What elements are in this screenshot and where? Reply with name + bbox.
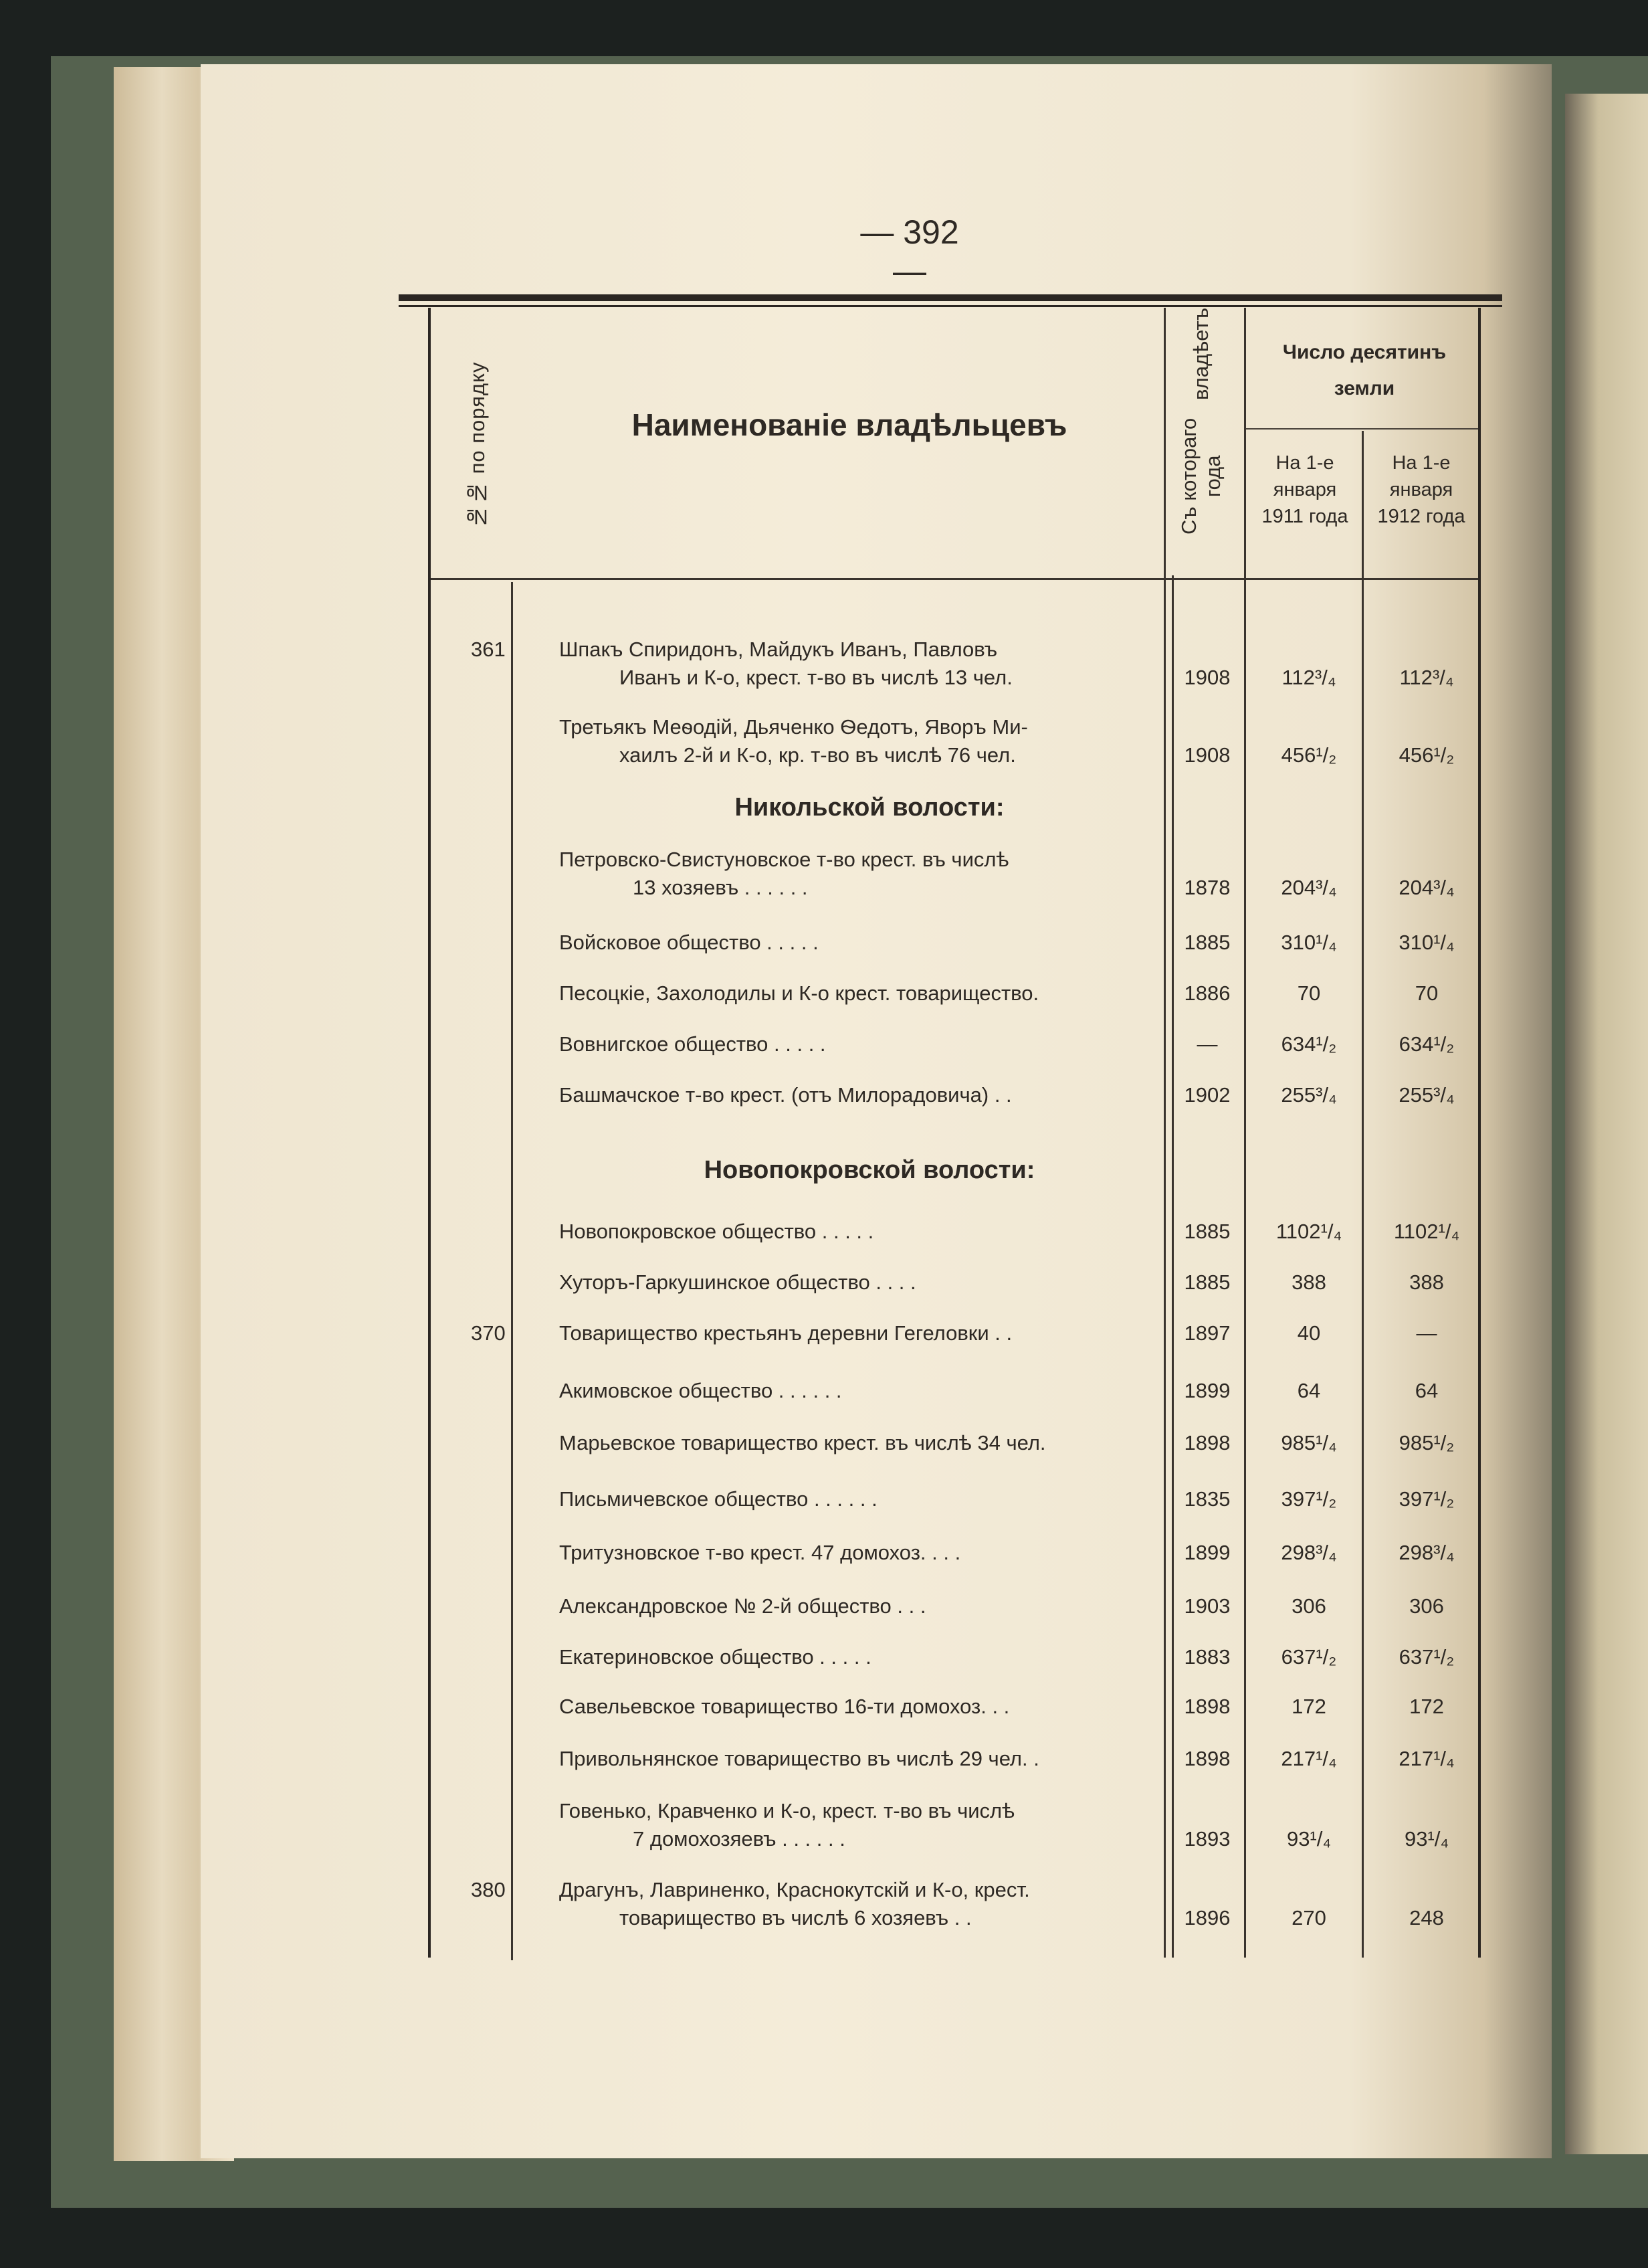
land-1911: 172	[1292, 1695, 1326, 1718]
land-1911: 634¹/₂	[1281, 1032, 1337, 1056]
land-1911: 985¹/₄	[1281, 1431, 1337, 1454]
land-subheader-rule	[1245, 428, 1479, 430]
owner-name: Акимовское общество . . . . . .	[559, 1379, 842, 1402]
owner-name-line2: товарищество въ числѣ 6 хозяевъ . .	[619, 1906, 972, 1929]
owner-name: Товарищество крестьянъ деревни Гегеловки . .	[559, 1321, 1013, 1345]
owner-name-line1: Шпакъ Спиридонъ, Майдукъ Иванъ, Павловъ	[559, 638, 998, 661]
table-top-rule	[399, 294, 1502, 301]
since-year: 1898	[1184, 1695, 1231, 1718]
since-year: 1902	[1184, 1083, 1231, 1107]
land-1911: 204³/₄	[1281, 876, 1337, 899]
since-year: 1898	[1184, 1747, 1231, 1770]
owner-name: Александровское № 2-й общество . . .	[559, 1594, 926, 1618]
land-1912: 64	[1415, 1379, 1439, 1402]
row-number: 380	[471, 1878, 506, 1901]
header-owner-name: Наименованіе владѣльцевъ	[631, 407, 1067, 442]
header-jan-1912-line1: На 1-е	[1392, 452, 1451, 474]
owner-name-line1: Петровско-Свистуновское т-во крест. въ числѣ	[559, 848, 1009, 871]
owner-name: Войсковое общество . . . . .	[559, 931, 819, 954]
land-1911: 217¹/₄	[1281, 1747, 1337, 1770]
since-year: 1885	[1184, 931, 1231, 954]
land-1912: 634¹/₂	[1399, 1032, 1455, 1056]
section-heading-nikolskaya: Никольской волости:	[734, 793, 1005, 822]
land-1912: 255³/₄	[1399, 1083, 1455, 1107]
owner-name-line1: Третьякъ Меѳодій, Дьяченко Ѳедотъ, Яворъ Ми-	[559, 715, 1028, 739]
since-year: 1885	[1184, 1220, 1231, 1243]
land-1911: 306	[1292, 1594, 1326, 1618]
owner-name: Савельевское товарищество 16-ти домохоз. . .	[559, 1695, 1010, 1718]
land-1911: 93¹/₄	[1286, 1827, 1332, 1851]
header-bottom-rule	[428, 578, 1479, 580]
owner-name: Марьевское товарищество крест. въ числѣ 34 чел.	[559, 1431, 1046, 1454]
since-year: 1896	[1184, 1906, 1231, 1929]
owner-name-line2: 7 домохозяевъ . . . . . .	[633, 1827, 845, 1851]
header-number-column: №№ по порядку	[466, 361, 489, 529]
since-year: 1903	[1184, 1594, 1231, 1618]
since-year: 1878	[1184, 876, 1231, 899]
land-1912: 112³/₄	[1399, 666, 1454, 689]
land-1912: 248	[1409, 1906, 1444, 1929]
owner-name: Вовнигское общество . . . . .	[559, 1032, 826, 1056]
since-year: 1898	[1184, 1431, 1231, 1454]
header-jan-1911-line1: На 1-е	[1275, 452, 1334, 474]
land-1912: 93¹/₄	[1404, 1827, 1449, 1851]
land-1911: 388	[1292, 1270, 1326, 1294]
since-year: 1899	[1184, 1379, 1231, 1402]
land-1911: 70	[1297, 981, 1321, 1005]
since-year: 1899	[1184, 1541, 1231, 1564]
owner-name-line2: 13 хозяевъ . . . . . .	[633, 876, 808, 899]
header-land-count-line1: Число десятинъ	[1282, 341, 1447, 363]
land-1911: 255³/₄	[1281, 1083, 1337, 1107]
land-1912: 310¹/₄	[1399, 931, 1455, 954]
land-1912: 298³/₄	[1399, 1541, 1455, 1564]
land-1911: 637¹/₂	[1281, 1645, 1337, 1669]
land-1911: 64	[1297, 1379, 1321, 1402]
since-year: 1908	[1184, 743, 1231, 767]
header-jan-1911	[1248, 450, 1362, 530]
owner-name: Песоцкіе, Захолодилы и К-о крест. товарищество.	[559, 981, 1039, 1005]
since-year: —	[1197, 1032, 1218, 1056]
land-1911: 1102¹/₄	[1275, 1220, 1342, 1243]
land-1912: 204³/₄	[1399, 876, 1455, 899]
owner-name-line2: хаилъ 2-й и К-о, кр. т-во въ числѣ 76 чел.	[619, 743, 1016, 767]
section-heading-novopokrovskaya: Новопокровской волости:	[704, 1156, 1035, 1184]
since-year: 1893	[1184, 1827, 1231, 1851]
header-jan-1911-line2: января	[1273, 479, 1337, 500]
land-1912: 172	[1409, 1695, 1444, 1718]
land-1912: 637¹/₂	[1399, 1645, 1455, 1669]
owner-name: Башмачское т-во крест. (отъ Милорадовича) . .	[559, 1083, 1012, 1107]
land-1911: 298³/₄	[1281, 1541, 1337, 1564]
land-1912: 1102¹/₄	[1393, 1220, 1460, 1243]
header-since-year-line1: Съ котораго года	[1177, 417, 1225, 535]
header-since-year	[1169, 308, 1233, 549]
land-1912: 217¹/₄	[1399, 1747, 1455, 1770]
since-year: 1885	[1184, 1270, 1231, 1294]
header-since-year-line2: владѣетъ	[1189, 308, 1213, 400]
land-1912: 306	[1409, 1594, 1444, 1618]
header-jan-1911-line3: 1911 года	[1261, 506, 1348, 527]
table-top-rule-thin	[399, 305, 1502, 307]
since-year: 1897	[1184, 1321, 1231, 1345]
land-1912: 397¹/₂	[1399, 1487, 1455, 1511]
owner-name-line1: Драгунъ, Лавриненко, Краснокутскій и К-о, крест.	[559, 1878, 1030, 1901]
land-1911: 456¹/₂	[1281, 743, 1337, 767]
land-1912: 985¹/₂	[1399, 1431, 1455, 1454]
land-1912: —	[1416, 1321, 1437, 1345]
owner-name: Новопокровское общество . . . . .	[559, 1220, 874, 1243]
header-land-count	[1251, 335, 1478, 407]
owner-name: Привольнянское товарищество въ числѣ 29 чел. .	[559, 1747, 1039, 1770]
land-1911: 40	[1297, 1321, 1321, 1345]
owner-name-line1: Говенько, Кравченко и К-о, крест. т-во въ числѣ	[559, 1799, 1015, 1822]
land-1911: 112³/₄	[1281, 666, 1336, 689]
since-year: 1886	[1184, 981, 1231, 1005]
column-line-number	[511, 582, 513, 1960]
column-line-left	[428, 308, 431, 1958]
owner-name: Хуторъ-Гаркушинское общество . . . .	[559, 1270, 916, 1294]
land-1912: 456¹/₂	[1399, 743, 1455, 767]
since-year: 1908	[1184, 666, 1231, 689]
land-1912: 388	[1409, 1270, 1444, 1294]
page-number: — 392 —	[860, 213, 959, 290]
owner-name-line2: Иванъ и К-о, крест. т-во въ числѣ 13 чел.	[619, 666, 1013, 689]
land-1911: 397¹/₂	[1281, 1487, 1337, 1511]
land-1911: 310¹/₄	[1281, 931, 1337, 954]
since-year: 1835	[1184, 1487, 1231, 1511]
land-1911: 270	[1292, 1906, 1326, 1929]
header-land-count-line2: земли	[1334, 377, 1395, 399]
owner-name: Письмичевское общество . . . . . .	[559, 1487, 878, 1511]
row-number: 370	[471, 1321, 506, 1345]
owner-name: Екатериновское общество . . . . .	[559, 1645, 871, 1669]
since-year: 1883	[1184, 1645, 1231, 1669]
land-1912: 70	[1415, 981, 1439, 1005]
owner-name: Тритузновское т-во крест. 47 домохоз. . . .	[559, 1541, 961, 1564]
header-jan-1912-line3: 1912 года	[1377, 506, 1465, 527]
header-jan-1912	[1364, 450, 1478, 530]
header-jan-1912-line2: января	[1389, 479, 1453, 500]
row-number: 361	[471, 638, 506, 661]
